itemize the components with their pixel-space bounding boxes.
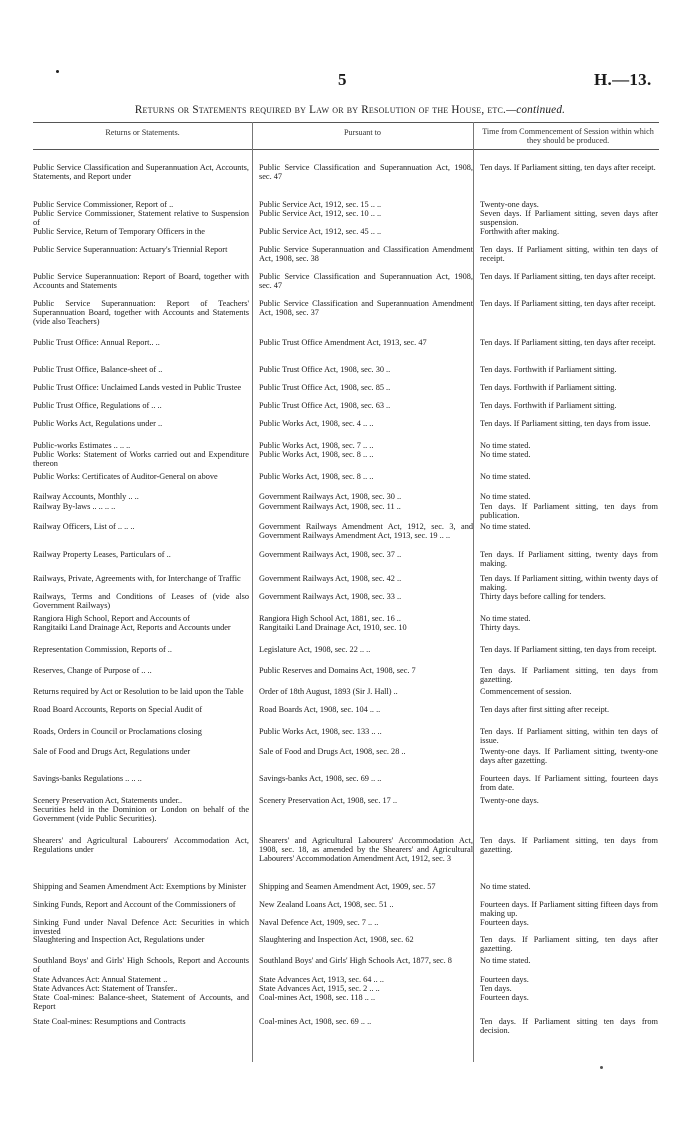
time-cell: Fourteen days. If Parliament sitting fifteen days from making up. [480,900,658,918]
time-cell: No time stated. [480,441,531,450]
pursuant-cell: Rangitaiki Land Drainage Act, 1910, sec. 10 [259,623,407,632]
return-name-cell: Public Trust Office: Annual Report.. .. [33,338,160,347]
return-name-cell: State Coal-mines: Resumptions and Contracts [33,1017,186,1026]
column-header-time: Time from Commencement of Session within which they should be produced. [482,127,654,145]
pursuant-cell: Public Works Act, 1908, sec. 7 .. .. [259,441,374,450]
time-cell: Ten days. Forthwith if Parliament sitting. [480,401,617,410]
return-name-cell: Slaughtering and Inspection Act, Regulations under [33,935,205,944]
time-cell: Twenty-one days. If Parliament sitting, twenty-one days after gazetting. [480,747,658,765]
pursuant-cell: Public Works Act, 1908, sec. 8 .. .. [259,472,374,481]
title-continued: —continued. [506,104,566,116]
time-cell: No time stated. [480,882,531,891]
column-divider [252,122,253,1062]
return-name-cell: Rangitaiki Land Drainage Act, Reports and Accounts under [33,623,231,632]
column-header-returns: Returns or Statements. [105,128,180,137]
time-cell: Thirty days before calling for tenders. [480,592,606,601]
time-cell: Ten days. If Parliament sitting, ten days from gazetting. [480,666,658,684]
return-name-cell: Sinking Funds, Report and Account of the Commissioners of [33,900,236,909]
return-name-cell: Public Service Commissioner, Report of .. [33,200,174,209]
time-cell: Ten days. If Parliament sitting, twenty days from making. [480,550,658,568]
time-cell: Commencement of session. [480,687,572,696]
pursuant-cell: Shearers' and Agricultural Labourers' Accommodation Act, 1908, sec. 18, as amended by the Shearers' and Agricultural Labourers' Accommodation Amendment Act, 1912, sec. 3 [259,836,473,863]
page-title [50,104,650,116]
column-header-pursuant: Pursuant to [343,128,382,137]
time-cell: Ten days. If Parliament sitting, ten days from publication. [480,502,658,520]
time-cell: Ten days. Forthwith if Parliament sitting. [480,383,617,392]
time-cell: Forthwith after making. [480,227,560,236]
page-mark [56,70,59,73]
pursuant-cell: Coal-mines Act, 1908, sec. 118 .. .. [259,993,376,1002]
pursuant-cell: Government Railways Act, 1908, sec. 37 .. [259,550,402,559]
time-cell: Ten days. If Parliament sitting, ten days from gazetting. [480,836,658,854]
return-name-cell: Sale of Food and Drugs Act, Regulations under [33,747,191,756]
return-name-cell: Railway By-laws .. .. .. .. [33,502,116,511]
pursuant-cell: Public Works Act, 1908, sec. 133 .. .. [259,727,382,736]
return-name-cell: Railways, Terms and Conditions of Leases of (vide also Government Railways) [33,592,249,610]
time-cell: Ten days. If Parliament sitting, ten days from receipt. [480,645,657,654]
time-cell: Ten days. If Parliament sitting, ten days after receipt. [480,338,656,347]
time-cell: No time stated. [480,522,531,531]
time-cell: No time stated. [480,450,531,459]
pursuant-cell: Public Reserves and Domains Act, 1908, sec. 7 [259,666,416,675]
return-name-cell: Representation Commission, Reports of .. [33,645,172,654]
pursuant-cell: Public Service Classification and Superannuation Act, 1908, sec. 47 [259,163,473,181]
time-cell: Ten days. If Parliament sitting, ten days after receipt. [480,299,656,308]
pursuant-cell: Southland Boys' and Girls' High Schools Act, 1877, sec. 8 [259,956,452,965]
pursuant-cell: Coal-mines Act, 1908, sec. 69 .. .. [259,1017,372,1026]
pursuant-cell: Order of 18th August, 1893 (Sir J. Hall) .. [259,687,398,696]
return-name-cell: Railway Accounts, Monthly .. .. [33,492,139,501]
pursuant-cell: Public Works Act, 1908, sec. 8 .. .. [259,450,374,459]
return-name-cell: Public Trust Office, Balance-sheet of .. [33,365,163,374]
return-name-cell: Securities held in the Dominion or London on behalf of the Government (vide Public Securities). [33,805,249,823]
time-cell: No time stated. [480,956,531,965]
time-cell: No time stated. [480,614,531,623]
return-name-cell: Public Service Classification and Superannuation Act, Accounts, Statements, and Report under [33,163,249,181]
time-cell: Ten days. If Parliament sitting ten days from decision. [480,1017,658,1035]
pursuant-cell: Public Trust Office Act, 1908, sec. 85 .. [259,383,391,392]
return-name-cell: Sinking Fund under Naval Defence Act: Securities in which invested [33,918,249,936]
return-name-cell: Public Service Superannuation: Actuary's Triennial Report [33,245,228,254]
return-name-cell: Railways, Private, Agreements with, for Interchange of Traffic [33,574,241,583]
return-name-cell: Public Trust Office: Unclaimed Lands vested in Public Trustee [33,383,242,392]
pursuant-cell: Road Boards Act, 1908, sec. 104 .. .. [259,705,381,714]
time-cell: Fourteen days. [480,993,529,1002]
return-name-cell: Shipping and Seamen Amendment Act: Exemptions by Minister [33,882,247,891]
return-name-cell: State Advances Act: Annual Statement .. [33,975,168,984]
return-name-cell: Roads, Orders in Council or Proclamations closing [33,727,202,736]
pursuant-cell: New Zealand Loans Act, 1908, sec. 51 .. [259,900,394,909]
pursuant-cell: Public Trust Office Act, 1908, sec. 63 .. [259,401,391,410]
time-cell: Ten days. If Parliament sitting, ten days from issue. [480,419,651,428]
time-cell: Ten days. If Parliament sitting, within ten days of receipt. [480,245,658,263]
pursuant-cell: Public Trust Office Act, 1908, sec. 30 .. [259,365,391,374]
return-name-cell: Reserves, Change of Purpose of .. .. [33,666,152,675]
return-name-cell: Savings-banks Regulations .. .. .. [33,774,142,783]
time-cell: Ten days. If Parliament sitting, within twenty days of making. [480,574,658,592]
return-name-cell: State Advances Act: Statement of Transfer.. [33,984,178,993]
return-name-cell: State Coal-mines: Balance-sheet, Statement of Accounts, and Report [33,993,249,1011]
return-name-cell: Scenery Preservation Act, Statements under.. [33,796,183,805]
time-cell: Ten days. If Parliament sitting, ten days after gazetting. [480,935,658,953]
table-top-rule [33,122,659,123]
time-cell: Seven days. If Parliament sitting, seven days after suspension. [480,209,658,227]
return-name-cell: Railway Property Leases, Particulars of .. [33,550,171,559]
pursuant-cell: Public Service Act, 1912, sec. 10 .. .. [259,209,382,218]
time-cell: Fourteen days. [480,918,529,927]
pursuant-cell: State Advances Act, 1913, sec. 64 .. .. [259,975,384,984]
return-name-cell: Public Trust Office, Regulations of .. .. [33,401,162,410]
pursuant-cell: Government Railways Act, 1908, sec. 42 .. [259,574,402,583]
return-name-cell: Public Service Superannuation: Report of Board, together with Accounts and Statements [33,272,249,290]
pursuant-cell: Naval Defence Act, 1909, sec. 7 .. .. [259,918,379,927]
pursuant-cell: State Advances Act, 1915, sec. 2 .. .. [259,984,380,993]
time-cell: Fourteen days. If Parliament sitting, fourteen days from date. [480,774,658,792]
return-name-cell: Public Service Superannuation: Report of Teachers' Superannuation Board, together with Accounts and Statements (vide also Teachers) [33,299,249,326]
page-number: 5 [338,70,347,89]
pursuant-cell: Rangiora High School Act, 1881, sec. 16 .. [259,614,401,623]
pursuant-cell: Public Service Act, 1912, sec. 45 .. .. [259,227,382,236]
paper-reference: H.—13. [594,70,652,89]
return-name-cell: Southland Boys' and Girls' High Schools, Report and Accounts of [33,956,249,974]
pursuant-cell: Public Service Classification and Superannuation Act, 1908, sec. 47 [259,272,473,290]
pursuant-cell: Public Trust Office Amendment Act, 1913, sec. 47 [259,338,427,347]
time-cell: No time stated. [480,472,531,481]
pursuant-cell: Scenery Preservation Act, 1908, sec. 17 .. [259,796,398,805]
table-header-rule [33,149,659,150]
time-cell: Fourteen days. [480,975,529,984]
column-divider [473,122,474,1062]
time-cell: Twenty-one days. [480,796,539,805]
time-cell: Ten days. If Parliament sitting, ten days after receipt. [480,272,656,281]
return-name-cell: Public Works Act, Regulations under .. [33,419,163,428]
pursuant-cell: Public Service Act, 1912, sec. 15 .. .. [259,200,382,209]
time-cell: Thirty days. [480,623,521,632]
pursuant-cell: Government Railways Amendment Act, 1912, sec. 3, and Government Railways Amendment Act, 1913, sec. 19 .. .. [259,522,473,540]
pursuant-cell: Public Service Superannuation and Classification Amendment Act, 1908, sec. 38 [259,245,473,263]
time-cell: Ten days. Forthwith if Parliament sitting. [480,365,617,374]
title-text: Returns or Statements required by Law or by Resolution of the House, etc. [134,104,507,116]
pursuant-cell: Public Works Act, 1908, sec. 4 .. .. [259,419,374,428]
time-cell: Ten days. If Parliament sitting, ten days after receipt. [480,163,656,172]
pursuant-cell: Government Railways Act, 1908, sec. 30 .. [259,492,402,501]
return-name-cell: Public Service, Return of Temporary Officers in the [33,227,205,236]
pursuant-cell: Slaughtering and Inspection Act, 1908, sec. 62 [259,935,414,944]
pursuant-cell: Public Service Classification and Superannuation Amendment Act, 1908, sec. 37 [259,299,473,317]
pursuant-cell: Shipping and Seamen Amendment Act, 1909, sec. 57 [259,882,436,891]
return-name-cell: Public Works: Certificates of Auditor-General on above [33,472,218,481]
return-name-cell: Shearers' and Agricultural Labourers' Accommodation Act, Regulations under [33,836,249,854]
page-mark [600,1066,603,1069]
pursuant-cell: Legislature Act, 1908, sec. 22 .. .. [259,645,371,654]
return-name-cell: Public Service Commissioner, Statement relative to Suspension of [33,209,249,227]
return-name-cell: Rangiora High School, Report and Accounts of [33,614,190,623]
pursuant-cell: Government Railways Act, 1908, sec. 33 .. [259,592,402,601]
return-name-cell: Railway Officers, List of .. .. .. [33,522,135,531]
pursuant-cell: Savings-banks Act, 1908, sec. 69 .. .. [259,774,382,783]
time-cell: Twenty-one days. [480,200,539,209]
pursuant-cell: Government Railways Act, 1908, sec. 11 .. [259,502,401,511]
return-name-cell: Public Works: Statement of Works carried out and Expenditure thereon [33,450,249,468]
pursuant-cell: Sale of Food and Drugs Act, 1908, sec. 28 .. [259,747,406,756]
time-cell: No time stated. [480,492,531,501]
time-cell: Ten days. If Parliament sitting, within ten days of issue. [480,727,658,745]
return-name-cell: Public-works Estimates .. .. .. [33,441,131,450]
return-name-cell: Road Board Accounts, Reports on Special Audit of [33,705,203,714]
time-cell: Ten days after first sitting after receipt. [480,705,610,714]
return-name-cell: Returns required by Act or Resolution to be laid upon the Table [33,687,244,696]
time-cell: Ten days. [480,984,512,993]
